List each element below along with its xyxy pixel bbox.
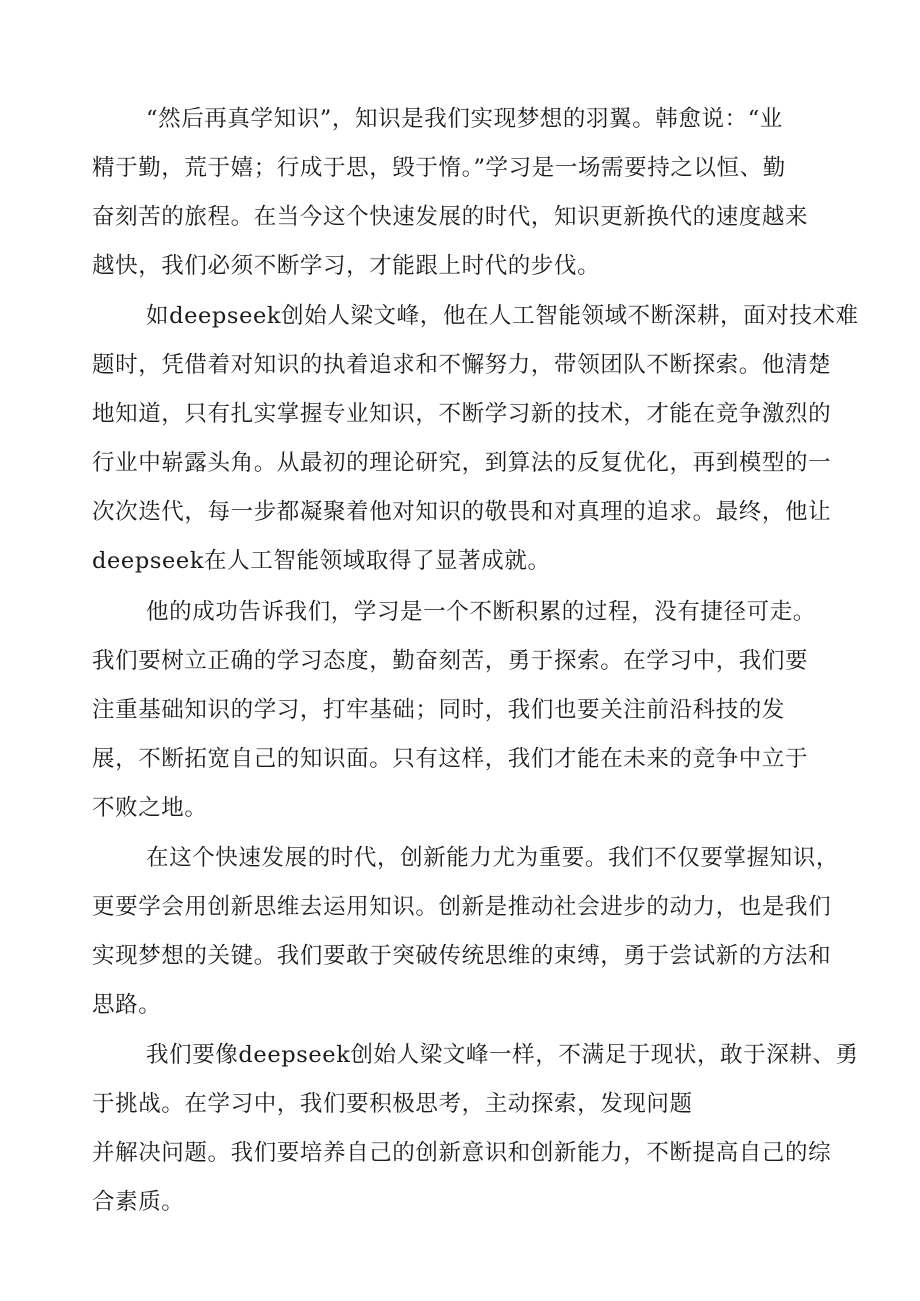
paragraph-2-line-1: 如deepseek创始人梁文峰，他在人工智能领域不断深耕，面对技术难 [146, 303, 859, 329]
paragraph-4-line-4: 思路。 [92, 992, 162, 1018]
paragraph-3-line-1: 他的成功告诉我们，学习是一个不断积累的过程，没有捷径可走。 [146, 599, 816, 625]
paragraph-2-line-3: 地知道，只有扎实掌握专业知识，不断学习新的技术，才能在竞争激烈的 [92, 401, 832, 427]
paragraph-1-line-2: 精于勤，荒于嬉；行成于思，毁于惰。”学习是一场需要持之以恒、勤 [92, 155, 786, 181]
paragraph-5-line-4: 合素质。 [92, 1189, 185, 1215]
paragraph-3-line-2: 我们要树立正确的学习态度，勤奋刻苦，勇于探索。在学习中，我们要 [92, 648, 809, 674]
paragraph-3-line-5: 不败之地。 [92, 795, 208, 821]
paragraph-5-line-2: 于挑战。在学习中，我们要积极思考，主动探索，发现问题 [92, 1091, 693, 1117]
paragraph-2-line-4: 行业中崭露头角。从最初的理论研究，到算法的反复优化，再到模型的一 [92, 450, 832, 476]
paragraph-2-line-5: 次次迭代，每一步都凝聚着他对知识的敬畏和对真理的追求。最终，他让 [92, 499, 832, 525]
paragraph-2-line-6: deepseek在人工智能领域取得了显著成就。 [92, 548, 551, 574]
paragraph-1-line-1: “然后再真学知识”，知识是我们实现梦想的羽翼。韩愈说：“业 [146, 106, 783, 132]
paragraph-4-line-1: 在这个快速发展的时代，创新能力尤为重要。我们不仅要掌握知识， [146, 845, 840, 871]
paragraph-2-line-2: 题时，凭借着对知识的执着追求和不懈努力，带领团队不断探索。他清楚 [92, 352, 832, 378]
paragraph-5-line-1: 我们要像deepseek创始人梁文峰一样，不满足于现状，敢于深耕、勇 [146, 1042, 859, 1068]
paragraph-5-line-3: 并解决问题。我们要培养自己的创新意识和创新能力，不断提高自己的综 [92, 1140, 832, 1166]
paragraph-1-line-3: 奋刻苦的旅程。在当今这个快速发展的时代，知识更新换代的速度越来 [92, 204, 809, 230]
paragraph-4-line-2: 更要学会用创新思维去运用知识。创新是推动社会进步的动力，也是我们 [92, 894, 832, 920]
paragraph-3-line-3: 注重基础知识的学习，打牢基础；同时，我们也要关注前沿科技的发 [92, 697, 786, 723]
paragraph-3-line-4: 展，不断拓宽自己的知识面。只有这样，我们才能在未来的竞争中立于 [92, 746, 809, 772]
paragraph-1-line-4: 越快，我们必须不断学习，才能跟上时代的步伐。 [92, 253, 601, 279]
paragraph-4-line-3: 实现梦想的关键。我们要敢于突破传统思维的束缚，勇于尝试新的方法和 [92, 943, 832, 969]
